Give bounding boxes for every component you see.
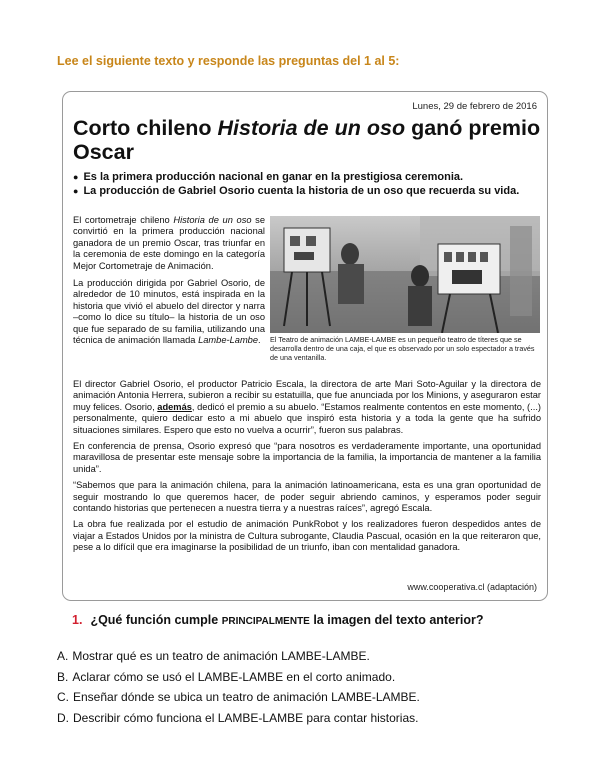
italic-term: Lambe-Lambe	[198, 335, 259, 346]
headline-part: Corto chileno	[73, 116, 218, 140]
question-1	[72, 613, 484, 627]
text-run: se convirtió en la primera producción nacional ganadora de un premio Oscar, tras triunfar en la ceremonia de este domingo en la categoría Mejor Cortometraje de Animación.	[73, 215, 266, 271]
italic-title: Historia de un oso	[173, 215, 252, 225]
article-body	[73, 379, 541, 559]
text-run: El director Gabriel Osorio, el productor Patricio Escala, la directora de arte Mari Soto-Aguilar y la directora de animación Antonia Herrera, subieron a recibir su estatuilla, que fue anunciada por los Minions, y aseguraron estar muy felices. Osorio,	[73, 379, 541, 412]
paragraph-5: “Sabemos que para la animación chilena, para la animación latinoamericana, esta es una gran oportunidad de seguir mostrando lo que queremos hacer, de poder seguir abriendo caminos, y esperamos poder seguir contando historias que pertenecen a nuestra tierra y a nuestras raíces”, agregó Escala.	[73, 480, 541, 514]
news-article-box	[62, 91, 548, 601]
article-bullets	[73, 170, 543, 198]
paragraph-1	[73, 215, 265, 272]
answer-options	[57, 646, 420, 729]
article-source: www.cooperativa.cl (adaptación)	[407, 582, 537, 592]
article-left-column	[73, 215, 265, 352]
option-a[interactable]	[57, 646, 420, 667]
text-run: El cortometraje chileno	[73, 215, 174, 225]
text-run: , dedicó el premio a su abuelo. “Estamos realmente contentos en este momento, (...) personalmente, quiero dedicar esto a mi abuelo que inspiró esta historia y a toda la gente que ha sufrido situaciones similares. Espero que esto no vuelva a ocurrir”, fueron sus palabras.	[73, 401, 541, 435]
option-d[interactable]	[57, 708, 420, 729]
text-run: .	[258, 335, 261, 346]
instruction-text: Lee el siguiente texto y responde las preguntas del 1 al 5:	[57, 54, 400, 68]
photo-caption: El Teatro de animación LAMBE-LAMBE es un pequeño teatro de títeres que se desarrolla dentro de una caja, el que es observado por un solo espectador a través de una ventanilla.	[270, 335, 535, 362]
lambe-lambe-photo	[270, 216, 540, 333]
headline-italic: Historia de un oso	[217, 116, 406, 140]
paragraph-2	[73, 278, 265, 346]
bullet-item: ● Es la primera producción nacional en ganar en la prestigiosa ceremonia.	[73, 170, 543, 184]
option-c[interactable]	[57, 687, 420, 708]
photo-illustration	[270, 216, 540, 333]
question-emphasis: PRINCIPALMENTE	[221, 616, 310, 627]
question-text: ¿Qué función cumple	[90, 613, 222, 627]
underlined-word: además	[157, 401, 192, 412]
option-text: Enseñar dónde se ubica un teatro de animación LAMBE-LAMBE.	[73, 690, 420, 705]
option-letter: C.	[57, 690, 69, 705]
question-number: 1.	[72, 613, 83, 627]
option-text: Aclarar cómo se usó el LAMBE-LAMBE en el corto animado.	[72, 669, 396, 684]
paragraph-3	[73, 379, 541, 436]
option-text: Describir cómo funciona el LAMBE-LAMBE para contar historias.	[73, 711, 419, 726]
question-text: la imagen del texto anterior?	[309, 613, 484, 627]
option-letter: B.	[57, 669, 69, 684]
bullet-item: ● La producción de Gabriel Osorio cuenta la historia de un oso que recuerda su vida.	[73, 184, 543, 198]
option-letter: A.	[57, 649, 69, 663]
option-letter: D.	[57, 711, 69, 726]
article-date: Lunes, 29 de febrero de 2016	[412, 101, 537, 112]
paragraph-6: La obra fue realizada por el estudio de animación PunkRobot y los realizadores fueron despedidos antes de viajar a Estados Unidos por la ministra de Cultura subrogante, Claudia Pascual, ocasión en la que reiteraron que, pese a lo difícil que era imaginarse la posibilidad de un triunfo, iban con mentalidad ganadora.	[73, 519, 541, 553]
text-run: La producción dirigida por Gabriel Osorio, de alrededor de 10 minutos, está inspirada en la historia que vivió el abuelo del director y narra –como lo dice su título– la historia de un oso que fue separado de su familia, utilizando una técnica de animación llamada	[73, 278, 265, 346]
option-b[interactable]	[57, 667, 420, 688]
headline-part: ganó premio Oscar	[73, 116, 541, 164]
article-headline	[73, 116, 543, 164]
option-text: Mostrar qué es un teatro de animación LAMBE-LAMBE.	[72, 649, 370, 663]
paragraph-4: En conferencia de prensa, Osorio expresó que “para nosotros es verdaderamente importante, una oportunidad maravillosa de presentar este mensaje sobre la importancia de la familia, la importancia de mantener a la familia unida”.	[73, 441, 541, 474]
